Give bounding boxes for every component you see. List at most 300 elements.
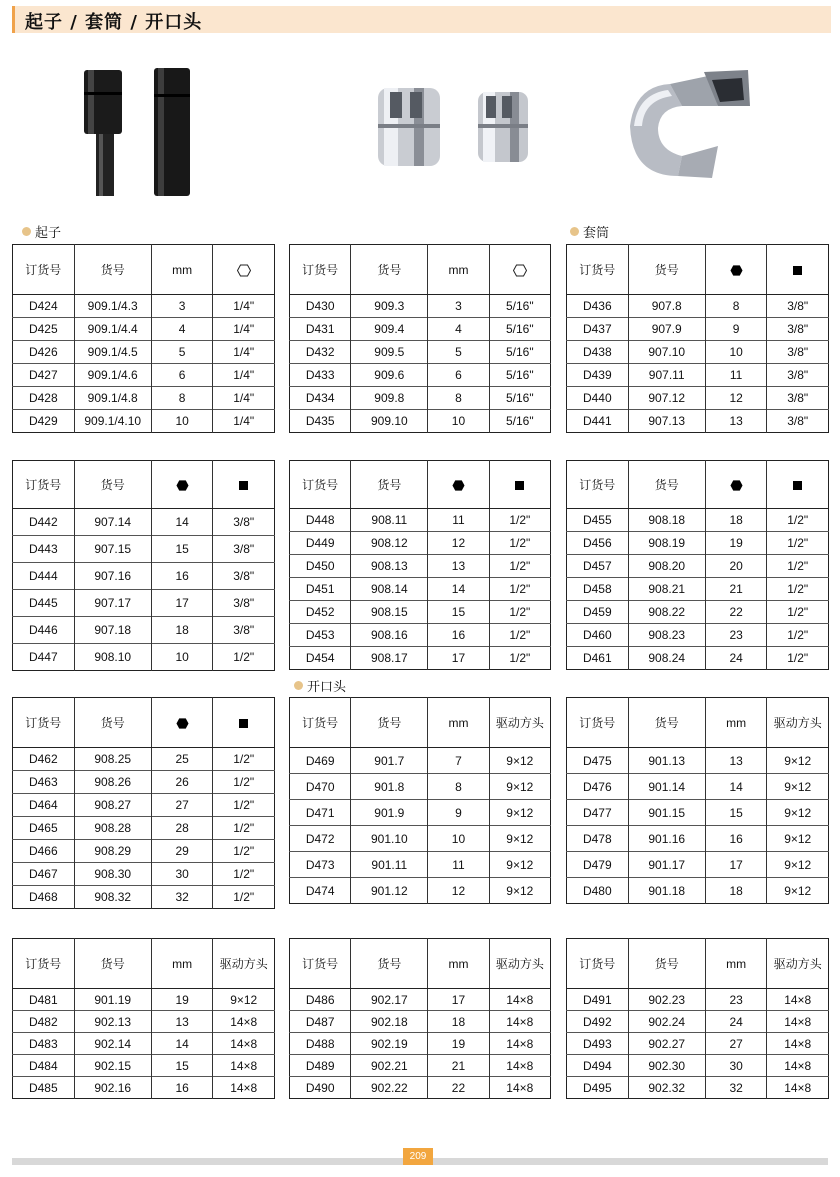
table-cell: 907.13 <box>628 410 705 433</box>
table-cell: D424 <box>13 295 75 318</box>
section-label-socket <box>570 222 609 241</box>
table-row <box>13 1077 275 1099</box>
column-header <box>428 461 489 509</box>
table-cell: D444 <box>13 563 75 590</box>
table-row <box>567 387 829 410</box>
table-cell: 909.1/4.4 <box>74 318 151 341</box>
table-cell: 909.1/4.8 <box>74 387 151 410</box>
table-cell: 902.15 <box>74 1055 151 1077</box>
column-header: mm <box>151 939 213 989</box>
table-cell: 908.27 <box>74 794 151 817</box>
table-cell: 24 <box>705 1011 767 1033</box>
table-cell: D428 <box>13 387 75 410</box>
table-cell: D468 <box>13 886 75 909</box>
table-row <box>290 989 551 1011</box>
column-header <box>213 461 275 509</box>
table-cell: 5/16" <box>489 341 550 364</box>
table-cell: D442 <box>13 509 75 536</box>
table-row <box>567 318 829 341</box>
table-cell: D464 <box>13 794 75 817</box>
table-cell: D494 <box>567 1055 629 1077</box>
table-cell: 902.14 <box>74 1033 151 1055</box>
table-cell: 908.26 <box>74 771 151 794</box>
table-cell: 12 <box>428 878 489 904</box>
table-cell: D483 <box>13 1033 75 1055</box>
column-header: mm <box>428 245 489 295</box>
column-header: 订货号 <box>13 939 75 989</box>
table-cell: 901.9 <box>351 800 428 826</box>
table-cell: 907.12 <box>628 387 705 410</box>
table-row <box>13 644 275 671</box>
column-header <box>705 461 767 509</box>
spec-table <box>289 460 551 670</box>
table-cell: D491 <box>567 989 629 1011</box>
table-cell: 1/2" <box>213 863 275 886</box>
table-header-row <box>567 461 829 509</box>
table-cell: 902.30 <box>628 1055 705 1077</box>
table-cell: 13 <box>428 555 489 578</box>
table-cell: D426 <box>13 341 75 364</box>
table-cell: D430 <box>290 295 351 318</box>
table-row <box>13 840 275 863</box>
table-row <box>567 647 829 670</box>
table-cell: 11 <box>428 852 489 878</box>
spec-table <box>289 938 551 1099</box>
table-cell: 908.10 <box>74 644 151 671</box>
table-cell: 1/2" <box>213 840 275 863</box>
table-cell: 25 <box>151 748 213 771</box>
table-cell: 14×8 <box>767 1011 829 1033</box>
table-row <box>13 410 275 433</box>
table-cell: 902.17 <box>351 989 428 1011</box>
table-cell: 3 <box>151 295 213 318</box>
column-header: 货号 <box>74 461 151 509</box>
table-cell: 907.18 <box>74 617 151 644</box>
table-cell: 1/2" <box>213 794 275 817</box>
table-cell: D431 <box>290 318 351 341</box>
table-cell: D455 <box>567 509 629 532</box>
table-cell: 7 <box>428 748 489 774</box>
table-cell: 908.29 <box>74 840 151 863</box>
table-row <box>13 509 275 536</box>
table-cell: 3/8" <box>213 590 275 617</box>
table-cell: D486 <box>290 989 351 1011</box>
table-cell: D465 <box>13 817 75 840</box>
table-cell: D492 <box>567 1011 629 1033</box>
table-cell: 907.15 <box>74 536 151 563</box>
table-cell: 907.10 <box>628 341 705 364</box>
spec-table <box>566 460 829 670</box>
table-cell: 12 <box>705 387 767 410</box>
table-row <box>13 341 275 364</box>
table-cell: 32 <box>151 886 213 909</box>
table-cell: 9×12 <box>767 748 829 774</box>
table-row <box>567 852 829 878</box>
table-row <box>567 364 829 387</box>
table-row <box>290 774 551 800</box>
table-cell: D490 <box>290 1077 351 1099</box>
table-cell: 1/2" <box>489 555 550 578</box>
table-cell: 902.21 <box>351 1055 428 1077</box>
table-header-row <box>13 245 275 295</box>
table-row <box>567 341 829 364</box>
square-filled-icon <box>239 481 248 490</box>
table-cell: 14×8 <box>489 1033 550 1055</box>
table-row <box>290 647 551 670</box>
table-cell: 9 <box>705 318 767 341</box>
hexagon-filled-icon <box>452 479 465 492</box>
section-label-screwdriver <box>22 222 61 241</box>
table-cell: 1/4" <box>213 295 275 318</box>
table-row <box>290 1033 551 1055</box>
column-header: 订货号 <box>567 461 629 509</box>
table-cell: 909.6 <box>351 364 428 387</box>
table-cell: 22 <box>428 1077 489 1099</box>
table-cell: 908.28 <box>74 817 151 840</box>
column-header: 订货号 <box>13 461 75 509</box>
table-cell: 3/8" <box>213 563 275 590</box>
column-header: 订货号 <box>290 939 351 989</box>
column-header: mm <box>151 245 213 295</box>
table-cell: 901.13 <box>628 748 705 774</box>
table-cell: D456 <box>567 532 629 555</box>
table-cell: D462 <box>13 748 75 771</box>
table-cell: 901.16 <box>628 826 705 852</box>
table-cell: 18 <box>705 878 767 904</box>
table-row <box>290 800 551 826</box>
table-cell: D449 <box>290 532 351 555</box>
table-cell: 3/8" <box>767 318 829 341</box>
table-cell: 9×12 <box>489 774 550 800</box>
column-header: 驱动方头 <box>489 698 550 748</box>
table-cell: 1/2" <box>767 647 829 670</box>
table-cell: 901.18 <box>628 878 705 904</box>
page-header <box>12 6 831 33</box>
table-cell: 3/8" <box>213 509 275 536</box>
table-cell: D466 <box>13 840 75 863</box>
table-row <box>290 601 551 624</box>
table-row <box>567 555 829 578</box>
table-cell: 10 <box>151 410 213 433</box>
column-header <box>767 245 829 295</box>
table-cell: 10 <box>428 826 489 852</box>
table-cell: 6 <box>151 364 213 387</box>
table-cell: D476 <box>567 774 629 800</box>
table-cell: D493 <box>567 1033 629 1055</box>
table-cell: D481 <box>13 989 75 1011</box>
table-cell: 908.15 <box>351 601 428 624</box>
table-cell: 907.17 <box>74 590 151 617</box>
table-cell: D448 <box>290 509 351 532</box>
bullet-dot-icon <box>294 681 303 690</box>
table-row <box>567 748 829 774</box>
spec-table <box>566 244 829 433</box>
column-header: 货号 <box>628 698 705 748</box>
open-end-head-photo <box>620 66 760 196</box>
table-cell: 14×8 <box>213 1077 275 1099</box>
table-row <box>567 1033 829 1055</box>
table-cell: 909.1/4.10 <box>74 410 151 433</box>
spec-table <box>12 244 275 433</box>
table-cell: 908.22 <box>628 601 705 624</box>
column-header <box>151 461 213 509</box>
hexagon-filled-icon <box>176 479 189 492</box>
table-header-row <box>567 698 829 748</box>
spec-table <box>12 938 275 1099</box>
column-header <box>767 461 829 509</box>
table-cell: D475 <box>567 748 629 774</box>
table-cell: 17 <box>428 647 489 670</box>
table-cell: 907.14 <box>74 509 151 536</box>
table-row <box>13 563 275 590</box>
table-cell: 17 <box>151 590 213 617</box>
column-header: 订货号 <box>290 698 351 748</box>
table-cell: 16 <box>151 563 213 590</box>
column-header: 货号 <box>628 939 705 989</box>
table-cell: 9×12 <box>489 878 550 904</box>
table-cell: D425 <box>13 318 75 341</box>
table-cell: D460 <box>567 624 629 647</box>
hexagon-filled-icon <box>730 264 743 277</box>
table-cell: 3 <box>428 295 489 318</box>
column-header: 货号 <box>351 698 428 748</box>
bullet-dot-icon <box>22 227 31 236</box>
table-cell: 901.19 <box>74 989 151 1011</box>
table-cell: 20 <box>705 555 767 578</box>
table-row <box>290 295 551 318</box>
table-header-row <box>290 245 551 295</box>
table-cell: 1/2" <box>767 532 829 555</box>
table-cell: 909.1/4.6 <box>74 364 151 387</box>
column-header: 订货号 <box>290 245 351 295</box>
table-cell: 19 <box>151 989 213 1011</box>
table-cell: 902.22 <box>351 1077 428 1099</box>
table-row <box>567 1077 829 1099</box>
table-cell: 902.23 <box>628 989 705 1011</box>
bullet-dot-icon <box>570 227 579 236</box>
table-cell: 16 <box>151 1077 213 1099</box>
table-header-row <box>13 698 275 748</box>
table-row <box>13 590 275 617</box>
table-cell: 15 <box>151 536 213 563</box>
hex-bit-photo <box>80 66 195 201</box>
table-cell: 15 <box>705 800 767 826</box>
table-cell: D457 <box>567 555 629 578</box>
table-cell: D451 <box>290 578 351 601</box>
table-cell: 14×8 <box>767 989 829 1011</box>
table-cell: D488 <box>290 1033 351 1055</box>
table-cell: 29 <box>151 840 213 863</box>
table-row <box>290 364 551 387</box>
table-row <box>13 989 275 1011</box>
table-cell: 21 <box>428 1055 489 1077</box>
square-filled-icon <box>793 481 802 490</box>
table-cell: D472 <box>290 826 351 852</box>
table-cell: 15 <box>428 601 489 624</box>
table-cell: D440 <box>567 387 629 410</box>
table-cell: 5 <box>151 341 213 364</box>
table-row <box>13 536 275 563</box>
table-cell: 909.1/4.5 <box>74 341 151 364</box>
section-title: 起子 <box>35 226 62 241</box>
table-cell: D450 <box>290 555 351 578</box>
table-header-row <box>13 939 275 989</box>
table-row <box>567 578 829 601</box>
table-cell: 909.4 <box>351 318 428 341</box>
table-cell: 13 <box>705 748 767 774</box>
table-cell: D473 <box>290 852 351 878</box>
table-cell: 1/4" <box>213 341 275 364</box>
table-row <box>567 989 829 1011</box>
table-cell: 908.23 <box>628 624 705 647</box>
table-cell: D446 <box>13 617 75 644</box>
column-header: 货号 <box>628 245 705 295</box>
table-cell: 9×12 <box>489 748 550 774</box>
table-cell: 14×8 <box>489 1055 550 1077</box>
spec-table <box>289 697 551 904</box>
table-cell: 909.10 <box>351 410 428 433</box>
table-cell: 1/2" <box>489 578 550 601</box>
table-cell: 908.13 <box>351 555 428 578</box>
table-cell: 5 <box>428 341 489 364</box>
table-cell: 901.8 <box>351 774 428 800</box>
table-cell: 32 <box>705 1077 767 1099</box>
table-cell: D463 <box>13 771 75 794</box>
table-cell: 9×12 <box>767 774 829 800</box>
table-cell: D443 <box>13 536 75 563</box>
column-header: 货号 <box>351 461 428 509</box>
table-cell: 14×8 <box>767 1077 829 1099</box>
table-cell: D435 <box>290 410 351 433</box>
table-row <box>13 794 275 817</box>
table-cell: 901.11 <box>351 852 428 878</box>
table-cell: 5/16" <box>489 295 550 318</box>
table-cell: 907.11 <box>628 364 705 387</box>
table-cell: 14×8 <box>767 1033 829 1055</box>
table-cell: 14×8 <box>767 1055 829 1077</box>
table-cell: 1/2" <box>213 886 275 909</box>
column-header <box>213 245 275 295</box>
table-header-row <box>567 245 829 295</box>
table-cell: 5/16" <box>489 387 550 410</box>
table-cell: 12 <box>428 532 489 555</box>
table-cell: D484 <box>13 1055 75 1077</box>
table-cell: D437 <box>567 318 629 341</box>
table-cell: 1/2" <box>767 555 829 578</box>
table-cell: 3/8" <box>767 295 829 318</box>
table-row <box>290 555 551 578</box>
table-cell: 14×8 <box>489 1011 550 1033</box>
table-row <box>13 364 275 387</box>
table-cell: 17 <box>428 989 489 1011</box>
table-cell: D479 <box>567 852 629 878</box>
table-cell: 18 <box>151 617 213 644</box>
table-header-row <box>290 698 551 748</box>
table-cell: 26 <box>151 771 213 794</box>
table-cell: 1/2" <box>489 647 550 670</box>
table-cell: D459 <box>567 601 629 624</box>
column-header: mm <box>705 698 767 748</box>
table-cell: 9×12 <box>213 989 275 1011</box>
table-cell: 1/2" <box>213 748 275 771</box>
table-cell: 18 <box>705 509 767 532</box>
column-header <box>705 245 767 295</box>
table-cell: 1/2" <box>489 509 550 532</box>
table-cell: 21 <box>705 578 767 601</box>
table-row <box>567 878 829 904</box>
table-cell: 1/4" <box>213 318 275 341</box>
table-cell: 18 <box>428 1011 489 1033</box>
table-cell: 1/2" <box>213 817 275 840</box>
table-row <box>290 1011 551 1033</box>
table-cell: 30 <box>705 1055 767 1077</box>
table-cell: D461 <box>567 647 629 670</box>
table-cell: 14 <box>428 578 489 601</box>
table-cell: 16 <box>428 624 489 647</box>
spec-table <box>289 244 551 433</box>
table-cell: 14 <box>151 509 213 536</box>
table-cell: 1/2" <box>489 624 550 647</box>
table-cell: 14×8 <box>213 1011 275 1033</box>
table-cell: 13 <box>151 1011 213 1033</box>
page-number: 209 <box>403 1148 433 1165</box>
table-cell: 1/2" <box>767 601 829 624</box>
table-cell: 901.7 <box>351 748 428 774</box>
column-header: 订货号 <box>567 698 629 748</box>
table-row <box>567 601 829 624</box>
spec-table <box>566 697 829 904</box>
table-row <box>290 578 551 601</box>
table-row <box>567 826 829 852</box>
table-row <box>13 1055 275 1077</box>
table-cell: 908.14 <box>351 578 428 601</box>
table-cell: 4 <box>151 318 213 341</box>
square-filled-icon <box>793 266 802 275</box>
table-cell: 901.14 <box>628 774 705 800</box>
table-row <box>290 341 551 364</box>
table-header-row <box>290 939 551 989</box>
table-cell: 908.17 <box>351 647 428 670</box>
table-cell: 908.30 <box>74 863 151 886</box>
column-header <box>489 245 550 295</box>
table-cell: 908.19 <box>628 532 705 555</box>
table-header-row <box>290 461 551 509</box>
table-cell: 11 <box>705 364 767 387</box>
column-header: 货号 <box>74 939 151 989</box>
table-cell: D467 <box>13 863 75 886</box>
table-cell: 908.16 <box>351 624 428 647</box>
table-row <box>567 509 829 532</box>
table-cell: D445 <box>13 590 75 617</box>
table-cell: 901.12 <box>351 878 428 904</box>
table-row <box>13 886 275 909</box>
table-row <box>290 509 551 532</box>
table-cell: 28 <box>151 817 213 840</box>
table-cell: 9×12 <box>489 826 550 852</box>
table-cell: 901.17 <box>628 852 705 878</box>
hexagon-filled-icon <box>730 479 743 492</box>
column-header: 订货号 <box>13 698 75 748</box>
table-cell: 907.8 <box>628 295 705 318</box>
table-cell: 908.32 <box>74 886 151 909</box>
table-cell: 1/2" <box>213 771 275 794</box>
table-cell: 14×8 <box>489 989 550 1011</box>
table-row <box>567 295 829 318</box>
column-header: 货号 <box>74 245 151 295</box>
table-cell: 901.15 <box>628 800 705 826</box>
table-row <box>567 800 829 826</box>
column-header: 货号 <box>351 245 428 295</box>
